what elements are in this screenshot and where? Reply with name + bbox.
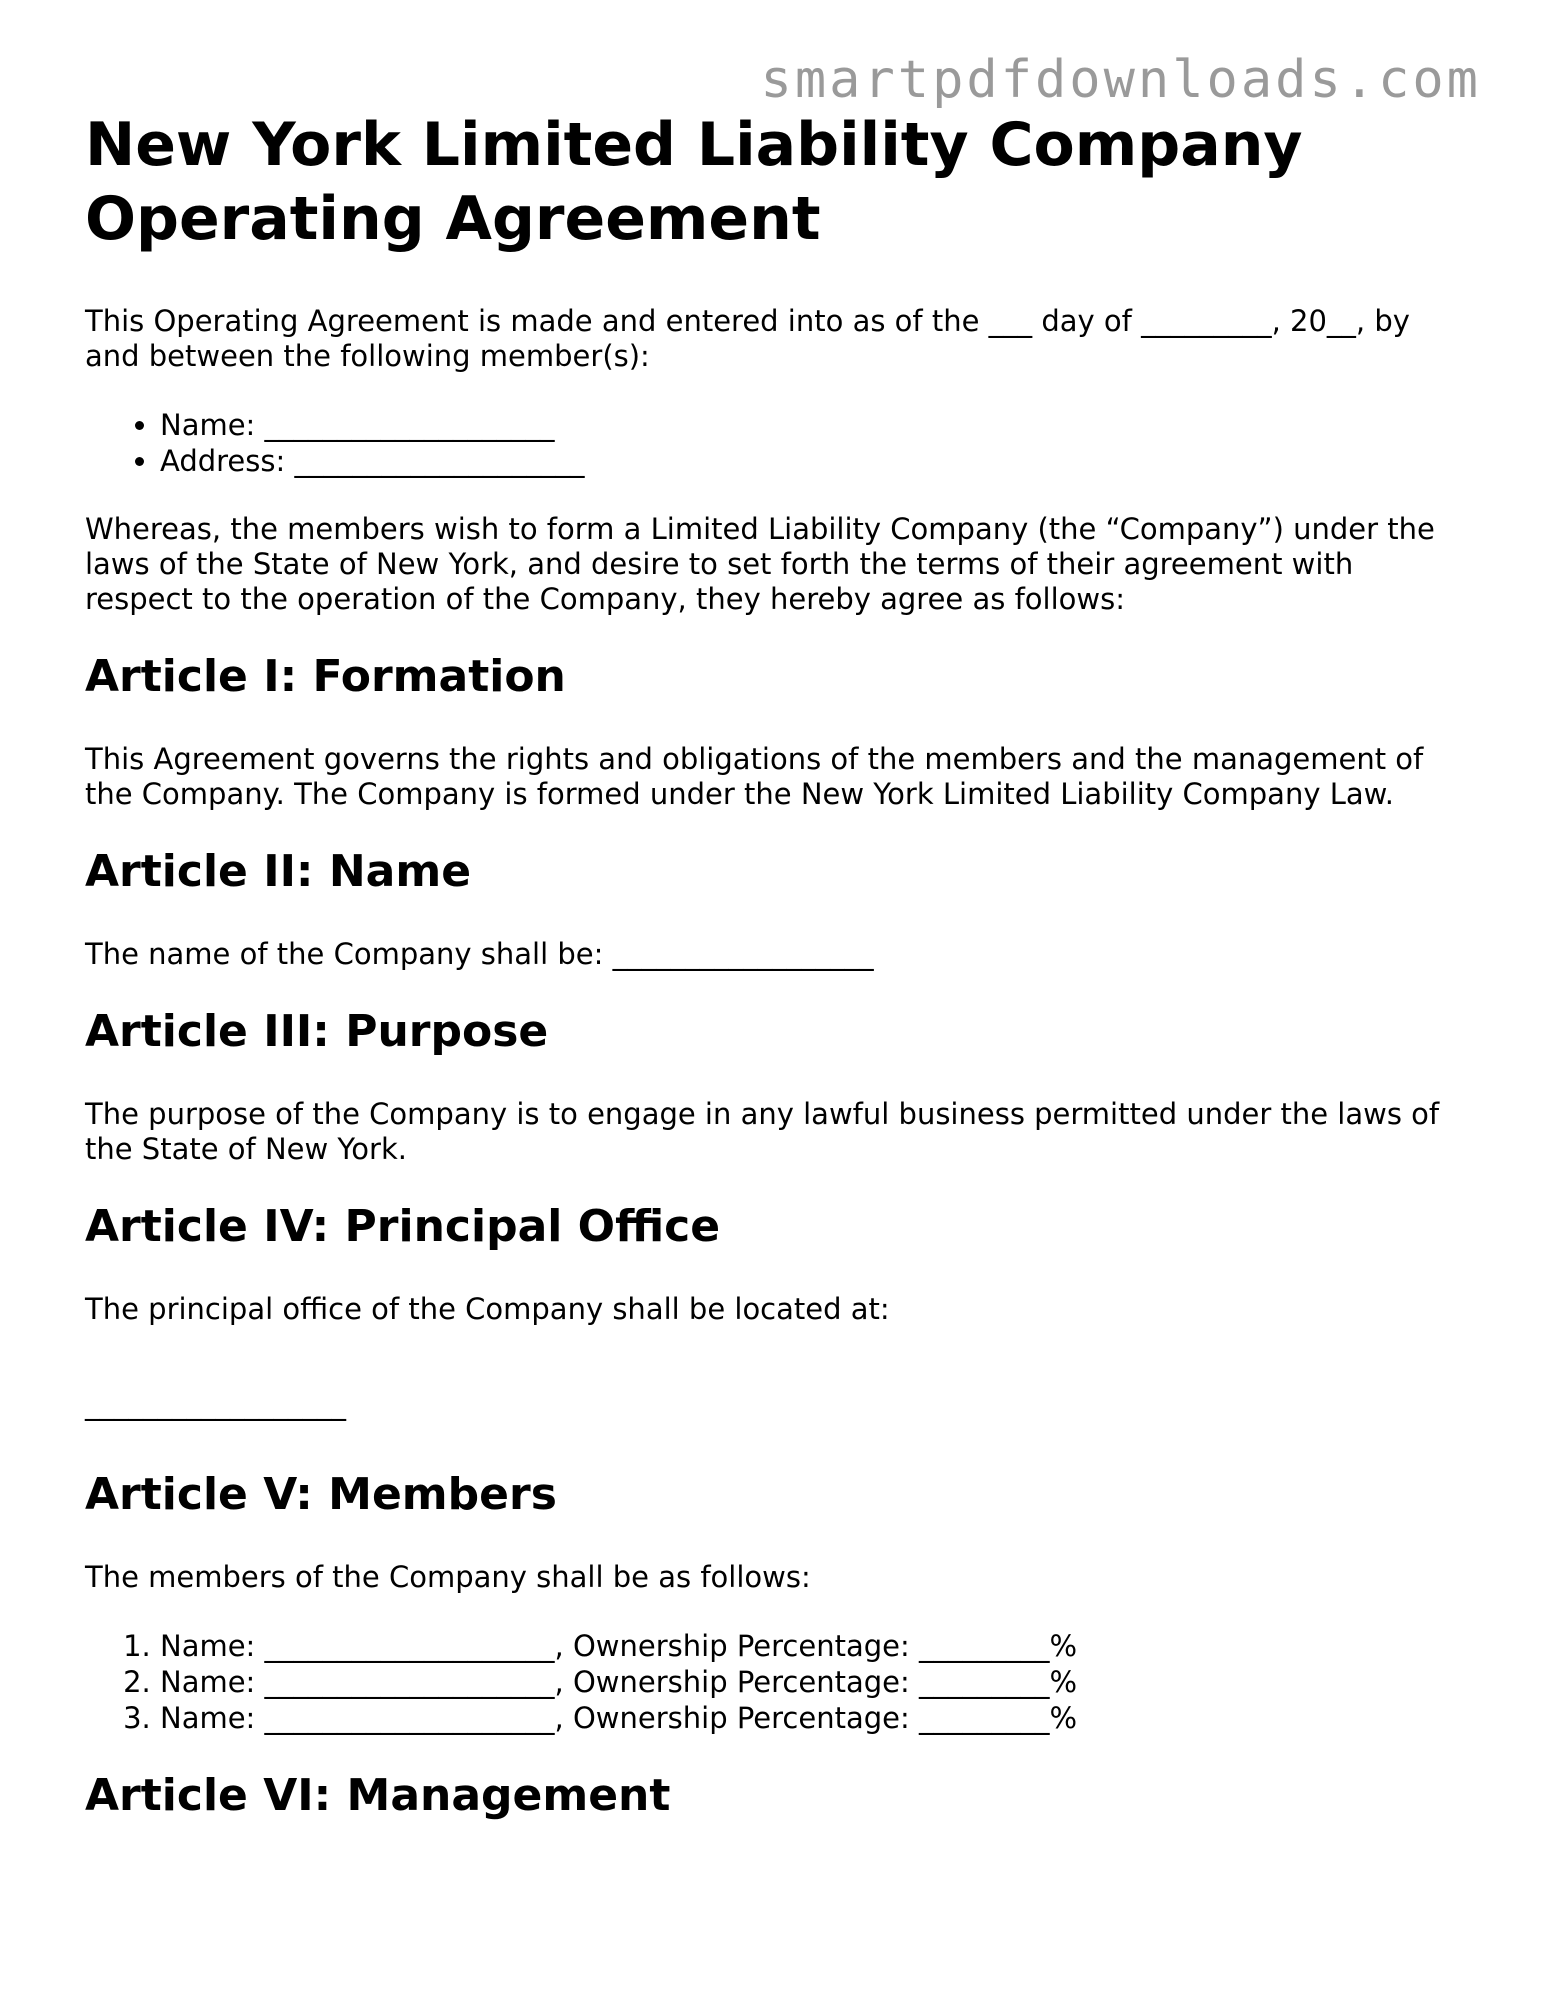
intro-field-name: • Name: ____________________ <box>160 407 1470 443</box>
intro-field-address: • Address: ____________________ <box>160 443 1470 479</box>
document-page <box>85 108 1470 1861</box>
watermark-text: smartpdfdownloads.com <box>760 50 1481 110</box>
intro-fields-list <box>85 407 1470 479</box>
member-item: 1. Name: ____________________, Ownership Percentage: _________% <box>160 1628 1470 1664</box>
whereas-paragraph: Whereas, the members wish to form a Limited Liability Company (the “Company”) under the laws of the State of New York, and desire to set forth the terms of their agreement with respect to the operation of the Company, they hereby agree as follows: <box>85 512 1435 616</box>
article-management-heading: Article VI: Management <box>85 1770 671 1821</box>
document-title: New York Limited Liability Company Operating Agreement <box>85 110 1303 254</box>
member-item: 3. Name: ____________________, Ownership Percentage: _________% <box>160 1700 1470 1736</box>
article-office-heading: Article IV: Principal Office <box>85 1201 721 1252</box>
intro-paragraph: This Operating Agreement is made and entered into as of the ___ day of _________, 20__, by and between the following member(s): <box>85 304 1410 373</box>
article-name-body: The name of the Company shall be: __________________ <box>85 937 874 971</box>
article-office-body: The principal office of the Company shall be located at: <box>85 1292 890 1326</box>
article-purpose-heading: Article III: Purpose <box>85 1006 549 1057</box>
members-list <box>85 1628 1470 1736</box>
article-members-body: The members of the Company shall be as follows: <box>85 1560 811 1594</box>
article-office-blank: __________________ <box>85 1387 346 1421</box>
article-name-heading: Article II: Name <box>85 846 472 897</box>
article-formation-heading: Article I: Formation <box>85 651 566 702</box>
member-item: 2. Name: ____________________, Ownership Percentage: _________% <box>160 1664 1470 1700</box>
article-members-heading: Article V: Members <box>85 1469 557 1520</box>
article-formation-body: This Agreement governs the rights and obligations of the members and the management of the Company. The Company is formed under the New York Limited Liability Company Law. <box>85 742 1424 811</box>
article-purpose-body: The purpose of the Company is to engage in any lawful business permitted under the laws of the State of New York. <box>85 1097 1440 1166</box>
